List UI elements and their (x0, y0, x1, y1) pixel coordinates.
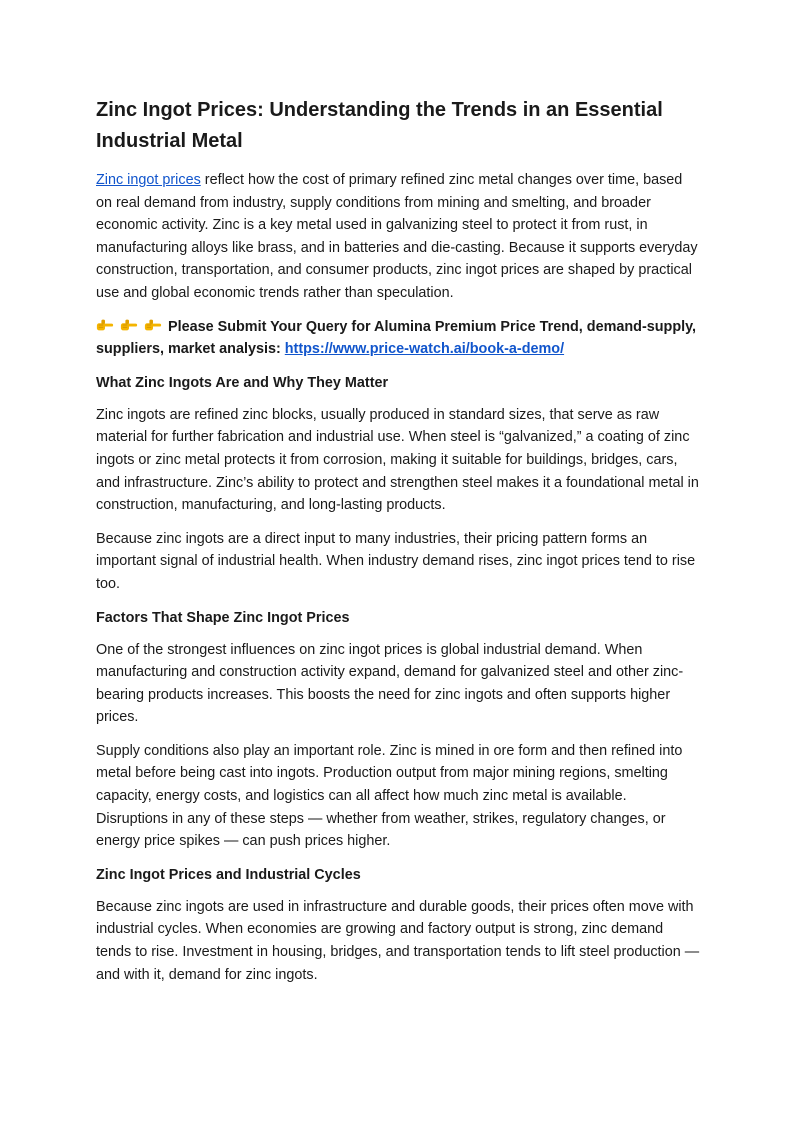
pointing-hand-icon (144, 316, 162, 334)
cta-text: Please Submit Your Query for Alumina Premium Price Trend, demand-supply, suppliers, market analysis: (96, 318, 697, 358)
document-page (96, 95, 702, 997)
section-paragraph: One of the strongest influences on zinc ingot prices is global industrial demand. When manufacturing and construction activity expand, demand for galvanized steel and other zinc-bearing products increases. This boosts the need for zinc ingots and often supports higher prices. (96, 641, 684, 726)
section-heading: Zinc Ingot Prices and Industrial Cycles (96, 866, 361, 883)
book-demo-link[interactable]: https://www.price-watch.ai/book-a-demo/ (284, 341, 565, 358)
section-paragraph: Because zinc ingots are a direct input to many industries, their pricing pattern forms an important signal of industrial health. When industry demand rises, zinc ingot prices tend to rise too. (96, 530, 696, 592)
pointing-hand-icon (96, 316, 114, 334)
section-heading: What Zinc Ingots Are and Why They Matter (96, 374, 389, 391)
intro-text: reflect how the cost of primary refined zinc metal changes over time, based on real demand from industry, supply conditions from mining and smelting, and broader economic activity. Zinc is a key metal used in galvanizing steel to protect it from rust, in manufacturing alloys like brass, and in batteries and die-casting. Because it supports everyday construction, transportation, and consumer products, zinc ingot prices are shaped by practical use and global economic trends rather than speculation. (96, 172, 698, 301)
section-paragraph: Zinc ingots are refined zinc blocks, usually produced in standard sizes, that serve as raw material for further fabrication and industrial use. When steel is “galvanized,” a coating of zinc ingots or zinc metal protects it from corrosion, making it suitable for buildings, bridges, cars, and infrastructure. Zinc’s ability to protect and strengthen steel makes it a foundational metal in construction, manufacturing, and long-lasting products. (96, 406, 699, 514)
section-heading: Factors That Shape Zinc Ingot Prices (96, 609, 350, 626)
section-paragraph: Supply conditions also play an important role. Zinc is mined in ore form and then refined into metal before being cast into ingots. Production output from major mining regions, smelting capacity, energy costs, and logistics can all affect how much zinc metal is available. Disruptions in any of these steps — whether from weather, strikes, regulatory changes, or energy price spikes — can push prices higher. (96, 742, 683, 850)
pointing-hand-icon (120, 316, 138, 334)
intro-paragraph (96, 169, 702, 305)
article-title: Zinc Ingot Prices: Understanding the Trends in an Essential Industrial Metal (96, 99, 663, 152)
zinc-ingot-prices-link[interactable]: Zinc ingot prices (96, 172, 201, 188)
section-paragraph: Because zinc ingots are used in infrastructure and durable goods, their prices often move with industrial cycles. When economies are growing and factory output is strong, zinc demand tends to rise. Investment in housing, bridges, and transportation tends to lift steel production — and with it, demand for zinc ingots. (96, 898, 700, 983)
cta-paragraph (96, 316, 702, 361)
